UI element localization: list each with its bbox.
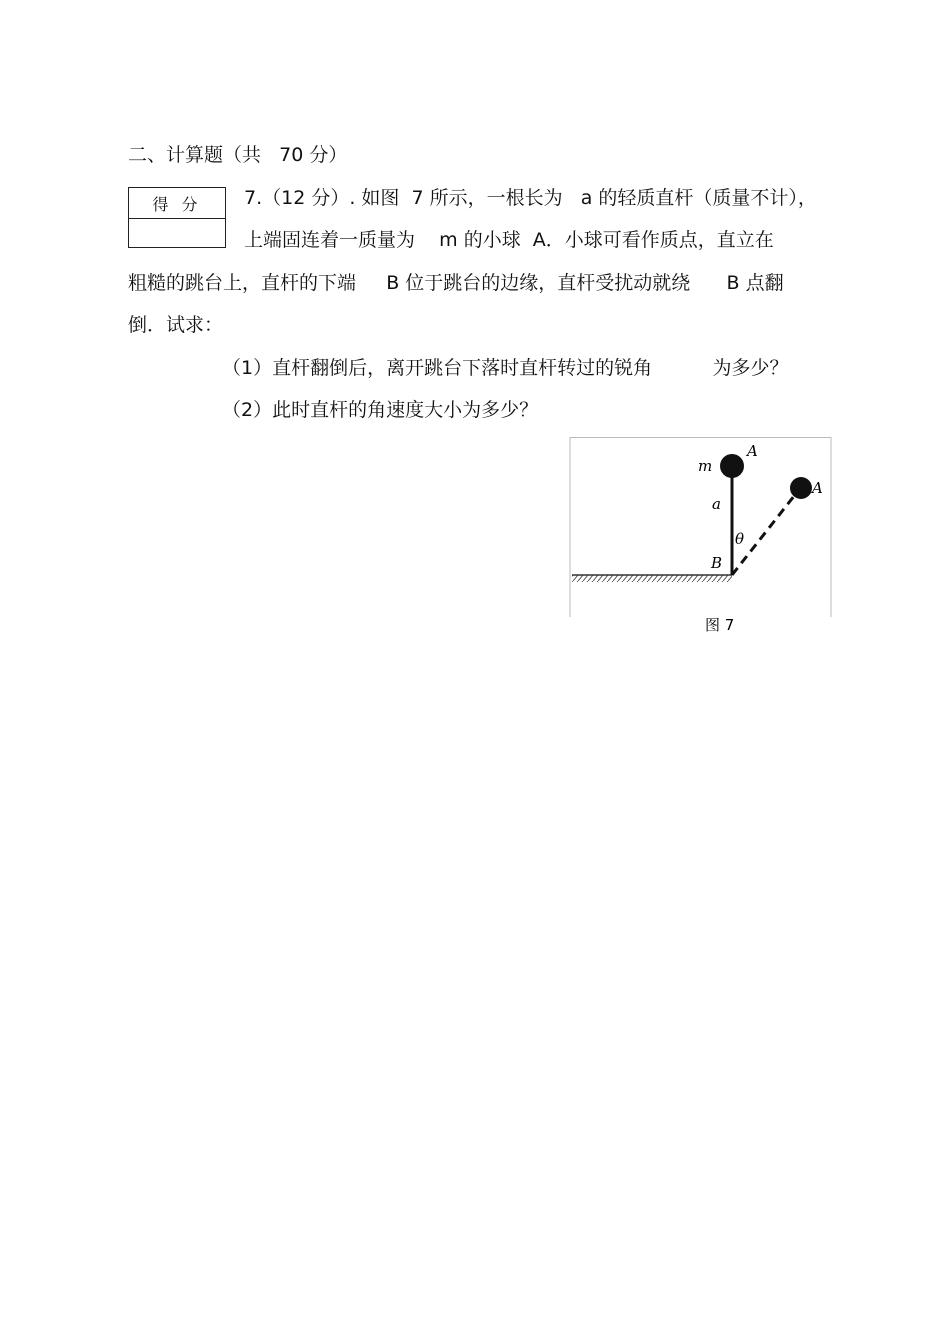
ball-upright: [720, 454, 744, 478]
score-box: [128, 187, 226, 248]
question-1: （1）直杆翻倒后，离开跳台下落时直杆转过的锐角 为多少？: [222, 357, 789, 379]
score-label: 得 分: [129, 188, 225, 219]
problem-line-4: 倒．试求：: [128, 314, 224, 336]
platform-hatching: [572, 575, 732, 582]
section-heading: 二、计算题（共 70 分）: [128, 144, 348, 166]
ball-tilted: [790, 477, 812, 499]
problem-line-2: 上端固连着一质量为 m 的小球 A．小球可看作质点，直立在: [244, 229, 774, 251]
label-ball-tilted: A: [812, 479, 823, 497]
figure-7-diagram: [568, 437, 834, 637]
label-angle: θ: [735, 530, 745, 548]
question-2: （2）此时直杆的角速度大小为多少？: [222, 399, 539, 421]
label-pivot: B: [711, 554, 723, 572]
label-mass: m: [698, 457, 713, 475]
problem-line-1: 7.（12 分）. 如图 7 所示，一根长为 a 的轻质直杆（质量不计），: [244, 187, 817, 209]
problem-line-3: 粗糙的跳台上，直杆的下端 B 位于跳台的边缘，直杆受扰动就绕 B 点翻: [128, 272, 784, 294]
figure-caption: 图 7: [705, 616, 735, 634]
label-ball-top: A: [747, 442, 758, 460]
label-rod-length: a: [712, 495, 721, 513]
